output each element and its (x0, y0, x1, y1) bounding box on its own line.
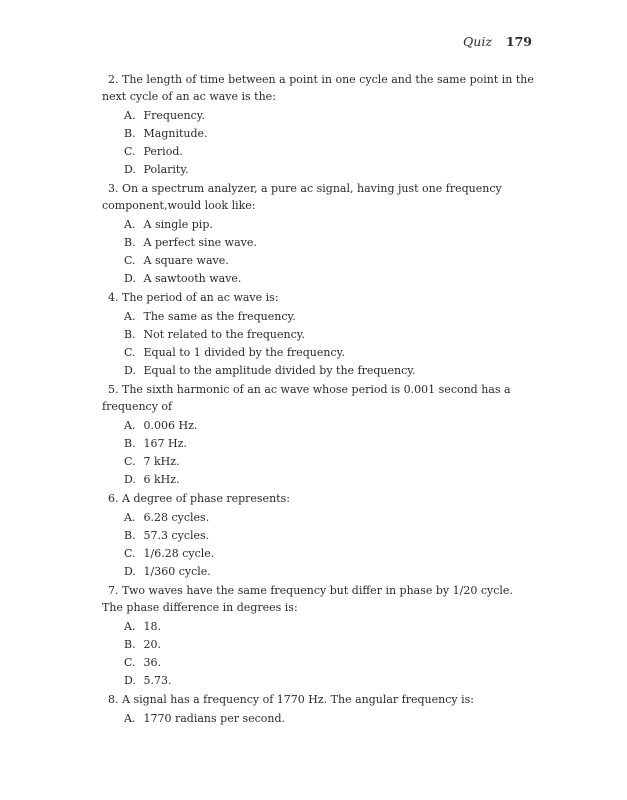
choice-letter: A. (124, 218, 136, 231)
choice-text: 1/360 cycle. (143, 565, 211, 578)
question-number: 7. (108, 584, 119, 597)
choice (124, 710, 534, 728)
question-text: Two waves have the same frequency but differ in phase by 1/20 cycle. The phase difference in degrees is: (102, 584, 513, 614)
choice-text: 1/6.28 cycle. (143, 547, 215, 560)
choice (124, 252, 534, 270)
choice (124, 308, 534, 326)
question-block (102, 582, 534, 690)
choice-text: 1770 radians per second. (143, 712, 286, 725)
question-text: A signal has a frequency of 1770 Hz. The angular frequency is: (122, 693, 474, 706)
choice (124, 270, 534, 288)
question (102, 289, 534, 306)
choice (124, 453, 534, 471)
choice-text: 18. (143, 620, 161, 633)
choice-letter: B. (124, 236, 136, 249)
choice-letter: D. (124, 163, 136, 176)
question-number: 8. (108, 693, 119, 706)
choice-text: The same as the frequency. (143, 310, 296, 323)
choice-letter: D. (124, 364, 136, 377)
choice-list (102, 710, 534, 728)
choice-text: Equal to 1 divided by the frequency. (143, 346, 345, 359)
choice-letter: D. (124, 473, 136, 486)
question-block (102, 180, 534, 288)
choice (124, 435, 534, 453)
quiz-content (102, 71, 534, 729)
choice-letter: D. (124, 674, 136, 687)
choice-letter: A. (124, 310, 136, 323)
choice-list (102, 417, 534, 489)
choice-text: A square wave. (143, 254, 229, 267)
choice (124, 545, 534, 563)
choice-text: A perfect sine wave. (143, 236, 257, 249)
question-block (102, 381, 534, 489)
question-block (102, 71, 534, 179)
question-number: 5. (108, 383, 119, 396)
question-text: On a spectrum analyzer, a pure ac signal, having just one frequency component,would look like: (102, 182, 502, 212)
choice-letter: C. (124, 547, 136, 560)
choice-text: A single pip. (143, 218, 213, 231)
choice (124, 471, 534, 489)
choice-text: 20. (143, 638, 161, 651)
choice-letter: A. (124, 620, 136, 633)
question-number: 2. (108, 73, 119, 86)
choice-letter: C. (124, 656, 136, 669)
choice-letter: B. (124, 127, 136, 140)
choice (124, 143, 534, 161)
choice-text: 7 kHz. (143, 455, 180, 468)
choice-text: Frequency. (143, 109, 206, 122)
question (102, 381, 534, 415)
question-block (102, 289, 534, 380)
question-number: 3. (108, 182, 119, 195)
question (102, 71, 534, 105)
choice-list (102, 107, 534, 179)
choice (124, 509, 534, 527)
choice-letter: A. (124, 511, 136, 524)
choice-letter: A. (124, 419, 136, 432)
choice (124, 234, 534, 252)
question-number: 4. (108, 291, 119, 304)
choice (124, 125, 534, 143)
choice (124, 654, 534, 672)
choice-list (102, 509, 534, 581)
choice-letter: B. (124, 437, 136, 450)
choice-list (102, 308, 534, 380)
choice-text: Period. (143, 145, 183, 158)
choice-letter: B. (124, 529, 136, 542)
choice-letter: B. (124, 328, 136, 341)
choice-text: 57.3 cycles. (143, 529, 210, 542)
choice (124, 417, 534, 435)
question (102, 490, 534, 507)
choice (124, 527, 534, 545)
page-number: 179 (505, 34, 532, 49)
choice (124, 216, 534, 234)
choice-list (102, 618, 534, 690)
question-text: The length of time between a point in one cycle and the same point in the next cycle of an ac wave is the: (102, 73, 534, 103)
question (102, 691, 534, 708)
choice-letter: D. (124, 272, 136, 285)
question (102, 180, 534, 214)
choice (124, 161, 534, 179)
question-block (102, 691, 534, 728)
choice-text: 6.28 cycles. (143, 511, 210, 524)
choice-letter: C. (124, 145, 136, 158)
choice-text: 0.006 Hz. (143, 419, 198, 432)
choice-text: A sawtooth wave. (143, 272, 242, 285)
section-title: Quiz (463, 34, 492, 49)
choice-list (102, 216, 534, 288)
choice-text: 6 kHz. (143, 473, 180, 486)
choice (124, 362, 534, 380)
choice-text: 5.73. (143, 674, 172, 687)
choice (124, 636, 534, 654)
choice-text: Magnitude. (143, 127, 208, 140)
choice (124, 326, 534, 344)
question-text: A degree of phase represents: (122, 492, 290, 505)
choice-text: Not related to the frequency. (143, 328, 305, 341)
question-text: The period of an ac wave is: (122, 291, 279, 304)
question-text: The sixth harmonic of an ac wave whose period is 0.001 second has a frequency of (102, 383, 511, 413)
choice (124, 563, 534, 581)
question-number: 6. (108, 492, 119, 505)
choice-letter: A. (124, 109, 136, 122)
choice (124, 107, 534, 125)
choice-letter: C. (124, 346, 136, 359)
choice (124, 672, 534, 690)
choice (124, 618, 534, 636)
choice (124, 344, 534, 362)
choice-text: 167 Hz. (143, 437, 187, 450)
choice-letter: A. (124, 712, 136, 725)
running-head (463, 34, 532, 49)
choice-text: 36. (143, 656, 161, 669)
choice-letter: C. (124, 254, 136, 267)
question (102, 582, 534, 616)
choice-letter: C. (124, 455, 136, 468)
choice-letter: D. (124, 565, 136, 578)
choice-text: Equal to the amplitude divided by the frequency. (143, 364, 416, 377)
question-block (102, 490, 534, 581)
choice-text: Polarity. (143, 163, 189, 176)
choice-letter: B. (124, 638, 136, 651)
